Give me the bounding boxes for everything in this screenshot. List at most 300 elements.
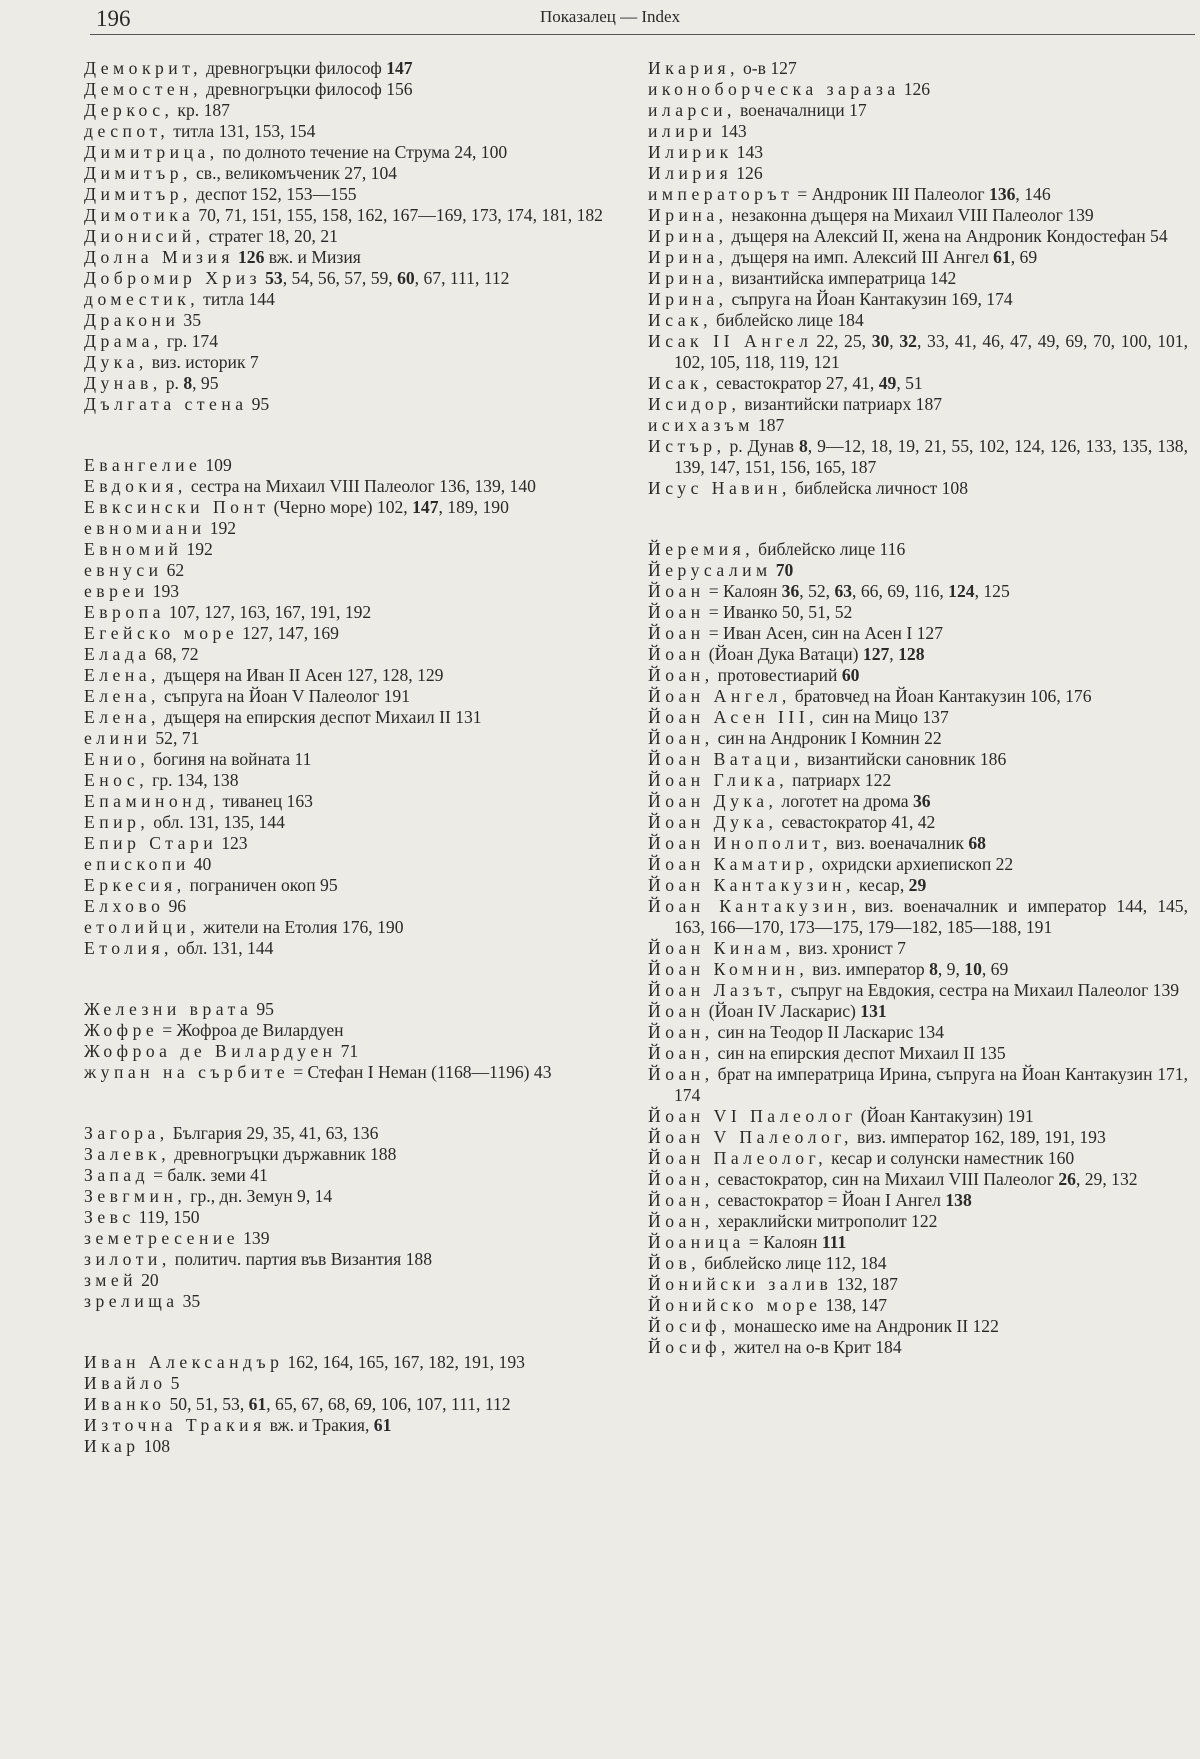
entry-headword: Йерусалим: [648, 560, 772, 580]
entry-text: гр. 134, 138: [152, 770, 239, 790]
bold-page-ref: 61: [373, 1415, 392, 1435]
index-entry: [84, 476, 614, 497]
entry-text: патриарх 122: [792, 770, 892, 790]
entry-text: 20: [141, 1270, 159, 1290]
entry-headword: Епир Стари: [84, 833, 218, 853]
entry-text: 123: [221, 833, 248, 853]
entry-text: дъщеря на имп. Алексий III Ангел 61, 69: [731, 247, 1038, 267]
entry-text: син на епирския деспот Михаил II 135: [717, 1043, 1006, 1063]
entry-text: кр. 187: [177, 100, 230, 120]
letter-group: [84, 999, 614, 1083]
entry-headword: Загора,: [84, 1123, 169, 1143]
bold-page-ref: 147: [412, 497, 439, 517]
entry-headword: Йоан Каматир,: [648, 854, 818, 874]
entry-headword: етолийци,: [84, 917, 200, 937]
entry-text: България 29, 35, 41, 63, 136: [172, 1123, 379, 1143]
index-entry: [84, 707, 614, 728]
bold-page-ref: 70: [775, 560, 794, 580]
entry-headword: Йоан,: [648, 1211, 714, 1231]
entry-text: 187: [757, 415, 785, 435]
entry-headword: Димотика: [84, 205, 195, 225]
letter-group: [84, 455, 614, 959]
entry-text: 143: [720, 121, 747, 141]
index-entry: [648, 247, 1188, 268]
index-entry: [84, 1041, 614, 1062]
entry-headword: Зевгмин,: [84, 1186, 187, 1206]
entry-text: (Йоан Дука Ватаци) 127, 128: [708, 644, 925, 664]
letter-group: [648, 539, 1188, 1358]
entry-headword: Иван Александър: [84, 1352, 284, 1372]
entry-text: дъщеря на Иван II Асен 127, 128, 129: [163, 665, 444, 685]
index-entry: [84, 875, 614, 896]
entry-text: 62: [166, 560, 185, 580]
entry-text: севастократор, син на Михаил VIII Палеолог 26, 29, 132: [717, 1169, 1138, 1189]
index-entry: [84, 665, 614, 686]
entry-text: тиванец 163: [222, 791, 313, 811]
entry-headword: Исак II Ангел: [648, 331, 813, 351]
entry-headword: Йоан Асен III,: [648, 707, 819, 727]
entry-headword: иларси,: [648, 100, 736, 120]
index-entry: [84, 1228, 614, 1249]
entry-text: 68, 72: [154, 644, 199, 664]
entry-headword: Истър,: [648, 436, 726, 456]
running-title: Показалец — Index: [540, 7, 681, 26]
entry-headword: Йоан Дука,: [648, 812, 778, 832]
entry-text: сестра на Михаил VIII Палеолог 136, 139, 140: [190, 476, 536, 496]
index-entry: [648, 79, 1188, 100]
entry-text: = балк. земи 41: [153, 1165, 268, 1185]
entry-headword: Йоан: [648, 581, 705, 601]
index-entry: [648, 142, 1188, 163]
entry-text: виз. хронист 7: [798, 938, 906, 958]
entry-text: 53, 54, 56, 57, 59, 60, 67, 111, 112: [265, 268, 510, 288]
page-header: [90, 4, 1195, 35]
index-entry: [648, 1148, 1188, 1169]
entry-headword: Ирина,: [648, 268, 728, 288]
entry-text: виз. император 162, 189, 191, 193: [856, 1127, 1106, 1147]
entry-text: 162, 164, 165, 167, 182, 191, 193: [287, 1352, 525, 1372]
index-entry: [648, 289, 1188, 310]
index-entry: [648, 394, 1188, 415]
entry-headword: Дракони: [84, 310, 180, 330]
entry-headword: Залевк,: [84, 1144, 171, 1164]
entry-headword: Исус Навин,: [648, 478, 791, 498]
entry-headword: Еркесия,: [84, 875, 186, 895]
index-entry: [648, 268, 1188, 289]
letter-group: [84, 1123, 614, 1312]
bold-page-ref: 61: [993, 247, 1011, 267]
entry-headword: Йоаница: [648, 1232, 745, 1252]
bold-page-ref: 32: [899, 331, 917, 351]
entry-text: титла 131, 153, 154: [173, 121, 316, 141]
entry-headword: Исак,: [648, 310, 712, 330]
entry-text: монашеско име на Андроник II 122: [733, 1316, 999, 1336]
entry-text: охридски архиепископ 22: [821, 854, 1014, 874]
bold-page-ref: 128: [898, 644, 925, 664]
index-entry: [648, 1001, 1188, 1022]
index-entry: [648, 1211, 1188, 1232]
entry-headword: Йоан,: [648, 728, 714, 748]
bold-page-ref: 60: [841, 665, 860, 685]
entry-text: византийска императрица 142: [731, 268, 957, 288]
entry-text: 109: [205, 455, 232, 475]
entry-headword: Евангелие: [84, 455, 202, 475]
bold-page-ref: 36: [781, 581, 800, 601]
entry-text: деспот 152, 153—155: [195, 184, 357, 204]
index-entry: [84, 373, 614, 394]
entry-headword: Иванко: [84, 1394, 166, 1414]
entry-text: военачалници 17: [739, 100, 867, 120]
entry-headword: Йоан V Палеолог,: [648, 1127, 853, 1147]
bold-page-ref: 26: [1058, 1169, 1076, 1189]
index-entry: [648, 833, 1188, 854]
entry-headword: епископи: [84, 854, 190, 874]
index-entry: [84, 1394, 614, 1415]
entry-headword: Демостен,: [84, 79, 203, 99]
bold-page-ref: 126: [238, 247, 265, 267]
entry-text: 52, 71: [155, 728, 200, 748]
entry-text: съпруга на Йоан Кантакузин 169, 174: [731, 289, 1013, 309]
entry-text: брат на императрица Ирина, съпруга на Йоан Кантакузин 171, 174: [674, 1064, 1188, 1105]
entry-text: 138, 147: [825, 1295, 888, 1315]
entry-headword: зилоти,: [84, 1249, 171, 1269]
index-entry: [84, 581, 614, 602]
entry-text: (Черно море) 102, 147, 189, 190: [273, 497, 509, 517]
index-entry: [84, 1144, 614, 1165]
entry-text: св., великомъченик 27, 104: [195, 163, 398, 183]
bold-page-ref: 53: [265, 268, 283, 288]
index-entry: [648, 184, 1188, 205]
entry-text: древногръцки държавник 188: [174, 1144, 397, 1164]
entry-text: виз. историк 7: [151, 352, 259, 372]
entry-headword: Епир,: [84, 812, 150, 832]
entry-text: севастократор 27, 41, 49, 51: [716, 373, 923, 393]
entry-headword: Йеремия,: [648, 539, 755, 559]
entry-text: 95: [251, 394, 270, 414]
index-entry: [84, 100, 614, 121]
entry-headword: императорът: [648, 184, 794, 204]
entry-headword: Йоан,: [648, 1064, 714, 1084]
entry-headword: Йосиф,: [648, 1337, 730, 1357]
index-entry: [84, 833, 614, 854]
entry-text: 35: [183, 310, 201, 330]
entry-text: = Стефан I Неман (1168—1196) 43: [293, 1062, 552, 1082]
bold-page-ref: 30: [871, 331, 890, 351]
entry-text: 108: [143, 1436, 170, 1456]
index-entry: [648, 812, 1188, 833]
entry-headword: Йоан: [648, 602, 705, 622]
entry-headword: Долна Мизия: [84, 247, 234, 267]
entry-text: жител на о-в Крит 184: [733, 1337, 902, 1357]
index-entry: [84, 1165, 614, 1186]
entry-headword: Източна Тракия: [84, 1415, 266, 1435]
entry-headword: Йоан: [648, 623, 705, 643]
entry-headword: Етолия,: [84, 938, 173, 958]
letter-group: [84, 58, 614, 415]
index-entry: [84, 602, 614, 623]
index-entry: [648, 205, 1188, 226]
entry-headword: Елена,: [84, 686, 160, 706]
entry-text: (Йоан IV Ласкарис) 131: [708, 1001, 887, 1021]
entry-headword: Йоан Дука,: [648, 791, 778, 811]
entry-headword: Европа: [84, 602, 165, 622]
index-entry: [84, 770, 614, 791]
entry-text: виз. военачалник 68: [835, 833, 986, 853]
index-entry: [84, 728, 614, 749]
entry-text: р. Дунав 8, 9—12, 18, 19, 21, 55, 102, 124, 126, 133, 135, 138, 139, 147, 151, 156, 165, 187: [674, 436, 1188, 477]
entry-headword: Йов,: [648, 1253, 701, 1273]
index-entry: [648, 1064, 1188, 1106]
entry-text: 119, 150: [138, 1207, 200, 1227]
entry-headword: Йоан Палеолог,: [648, 1148, 828, 1168]
entry-headword: Добромир Хриз: [84, 268, 262, 288]
entry-headword: Йоан Кинам,: [648, 938, 795, 958]
index-entry: [84, 247, 614, 268]
entry-text: дъщеря на епирския деспот Михаил II 131: [163, 707, 482, 727]
entry-text: виз. военачалник и император 144, 145, 163, 166—170, 173—175, 179—182, 185—188, 191: [674, 896, 1189, 937]
entry-headword: Йоан Комнин,: [648, 959, 809, 979]
entry-headword: Дука,: [84, 352, 148, 372]
entry-headword: Зевс: [84, 1207, 135, 1227]
index-entry: [648, 1274, 1188, 1295]
entry-headword: Енио,: [84, 749, 150, 769]
entry-headword: Димитър,: [84, 163, 192, 183]
index-entry: [648, 686, 1188, 707]
entry-text: син на Теодор II Ласкарис 134: [717, 1022, 944, 1042]
entry-headword: Йоан,: [648, 1169, 714, 1189]
entry-headword: Жофре: [84, 1020, 159, 1040]
bold-page-ref: 63: [834, 581, 853, 601]
index-entry: [648, 100, 1188, 121]
bold-page-ref: 49: [878, 373, 897, 393]
index-entry: [648, 163, 1188, 184]
index-entry: [84, 142, 614, 163]
index-entry: [84, 1270, 614, 1291]
entry-headword: Запад: [84, 1165, 150, 1185]
entry-headword: Йоан Ватаци,: [648, 749, 804, 769]
index-entry: [84, 791, 614, 812]
index-entry: [84, 1291, 614, 1312]
index-entry: [648, 1022, 1188, 1043]
entry-text: 126: [736, 163, 763, 183]
bold-page-ref: 61: [248, 1394, 267, 1414]
entry-headword: Елена,: [84, 665, 160, 685]
entry-headword: Елада: [84, 644, 151, 664]
entry-headword: Йоан: [648, 1001, 705, 1021]
index-entry: [648, 770, 1188, 791]
index-entry: [84, 268, 614, 289]
entry-headword: Елена,: [84, 707, 160, 727]
entry-headword: Дионисий,: [84, 226, 205, 246]
index-entry: [648, 665, 1188, 686]
bold-page-ref: 36: [912, 791, 931, 811]
entry-headword: Дунав,: [84, 373, 162, 393]
entry-text: хераклийски митрополит 122: [717, 1211, 938, 1231]
bold-page-ref: 10: [964, 959, 982, 979]
index-entry: [84, 518, 614, 539]
entry-text: 107, 127, 163, 167, 191, 192: [168, 602, 372, 622]
index-entry: [84, 394, 614, 415]
entry-text: гр. 174: [166, 331, 219, 351]
entry-headword: Ирина,: [648, 205, 728, 225]
index-entry: [648, 226, 1188, 247]
index-column-left: [84, 58, 614, 1497]
entry-text: протовестиарий 60: [717, 665, 860, 685]
entry-text: византийски сановник 186: [807, 749, 1007, 769]
entry-text: 50, 51, 53, 61, 65, 67, 68, 69, 106, 107, 111, 112: [169, 1394, 511, 1414]
entry-text: = Иван Асен, син на Асен I 127: [708, 623, 943, 643]
entry-text: 126 вж. и Мизия: [238, 247, 361, 267]
entry-headword: Ирина,: [648, 226, 728, 246]
entry-headword: Йоан,: [648, 1022, 714, 1042]
entry-text: 126: [903, 79, 931, 99]
index-entry: [648, 875, 1188, 896]
entry-text: по долното течение на Струма 24, 100: [222, 142, 508, 162]
entry-text: 143: [736, 142, 764, 162]
entry-headword: деспот,: [84, 121, 170, 141]
bold-page-ref: 127: [862, 644, 890, 664]
index-entry: [84, 1436, 614, 1457]
entry-text: 192: [209, 518, 237, 538]
bold-page-ref: 124: [948, 581, 975, 601]
entry-text: братовчед на Йоан Кантакузин 106, 176: [794, 686, 1092, 706]
index-entry: [648, 644, 1188, 665]
entry-headword: исихазъм: [648, 415, 754, 435]
index-entry: [84, 226, 614, 247]
entry-text: кесар и солунски наместник 160: [831, 1148, 1075, 1168]
entry-text: библейска личност 108: [794, 478, 969, 498]
entry-headword: Йоан Глика,: [648, 770, 789, 790]
index-entry: [84, 1123, 614, 1144]
entry-headword: Елхово: [84, 896, 165, 916]
index-entry: [84, 1352, 614, 1373]
index-entry: [84, 623, 614, 644]
entry-headword: Икария,: [648, 58, 739, 78]
bold-page-ref: 131: [860, 1001, 887, 1021]
entry-headword: Йоан,: [648, 1043, 714, 1063]
entry-headword: евреи: [84, 581, 149, 601]
bold-page-ref: 29: [908, 875, 927, 895]
entry-text: политич. партия във Византия 188: [174, 1249, 433, 1269]
index-entry: [648, 581, 1188, 602]
index-entry: [648, 373, 1188, 394]
page-number: 196: [96, 6, 131, 31]
entry-text: гр., дн. Земун 9, 14: [190, 1186, 333, 1206]
entry-headword: Драма,: [84, 331, 163, 351]
entry-headword: Евксински Понт: [84, 497, 270, 517]
entry-text: незаконна дъщеря на Михаил VIII Палеолог 139: [731, 205, 1094, 225]
bold-page-ref: 68: [968, 833, 986, 853]
entry-text: = Калоян 111: [748, 1232, 847, 1252]
entry-text: стратег 18, 20, 21: [208, 226, 338, 246]
entry-text: кесар, 29: [858, 875, 927, 895]
entry-text: виз. император 8, 9, 10, 69: [812, 959, 1009, 979]
entry-text: 127, 147, 169: [242, 623, 339, 643]
entry-headword: Железни врата: [84, 999, 253, 1019]
entry-headword: Йоан,: [648, 665, 714, 685]
index-entry: [84, 812, 614, 833]
entry-headword: Димитър,: [84, 184, 192, 204]
bold-page-ref: 111: [821, 1232, 847, 1252]
entry-text: жители на Етолия 176, 190: [203, 917, 404, 937]
entry-text: 70, 71, 151, 155, 158, 162, 167—169, 173, 174, 181, 182: [198, 205, 603, 225]
index-entry: [648, 1337, 1188, 1358]
index-entry: [648, 1316, 1188, 1337]
entry-text: 5: [170, 1373, 180, 1393]
entry-text: 132, 187: [836, 1274, 898, 1294]
index-entry: [648, 1295, 1188, 1316]
entry-headword: Исидор,: [648, 394, 741, 414]
index-entry: [84, 121, 614, 142]
entry-text: библейско лице 112, 184: [704, 1253, 887, 1273]
entry-headword: зрелища: [84, 1291, 179, 1311]
entry-text: дъщеря на Алексий II, жена на Андроник Кондостефан 54: [731, 226, 1168, 246]
index-entry: [84, 289, 614, 310]
index-entry: [648, 1190, 1188, 1211]
entry-headword: Йоан Лазът,: [648, 980, 787, 1000]
entry-text: = Калоян 36, 52, 63, 66, 69, 116, 124, 125: [708, 581, 1010, 601]
entry-headword: Жофроа де Вилардуен: [84, 1041, 337, 1061]
entry-text: пограничен окоп 95: [189, 875, 338, 895]
index-entry: [648, 980, 1188, 1001]
index-entry: [648, 959, 1188, 980]
entry-headword: Исак,: [648, 373, 712, 393]
entry-headword: Енос,: [84, 770, 149, 790]
index-entry: [648, 331, 1188, 373]
entry-text: древногръцки философ 147: [205, 58, 413, 78]
entry-text: богиня на войната 11: [153, 749, 312, 769]
index-entry: [84, 854, 614, 875]
index-entry: [648, 602, 1188, 623]
bold-page-ref: 8: [798, 436, 808, 456]
letter-group: [648, 58, 1188, 499]
index-entry: [84, 938, 614, 959]
bold-page-ref: 136: [989, 184, 1016, 204]
entry-text: съпруга на Йоан V Палеолог 191: [163, 686, 411, 706]
index-entry: [84, 644, 614, 665]
index-column-right: [648, 58, 1188, 1398]
entry-headword: земетресение: [84, 1228, 240, 1248]
entry-text: библейско лице 116: [758, 539, 906, 559]
entry-headword: Дългата стена: [84, 394, 248, 414]
entry-headword: Евномий: [84, 539, 183, 559]
entry-text: о-в 127: [743, 58, 797, 78]
index-entry: [84, 1207, 614, 1228]
entry-text: [776, 560, 794, 580]
entry-text: вж. и Тракия, 61: [269, 1415, 392, 1435]
entry-text: севастократор = Йоан I Ангел 138: [717, 1190, 972, 1210]
index-entry: [648, 938, 1188, 959]
entry-text: р. 8, 95: [165, 373, 219, 393]
entry-headword: Епаминонд,: [84, 791, 219, 811]
index-entry: [84, 184, 614, 205]
index-entry: [648, 1253, 1188, 1274]
index-entry: [648, 1232, 1188, 1253]
entry-headword: змей: [84, 1270, 138, 1290]
entry-headword: Йоан,: [648, 1190, 714, 1210]
index-entry: [84, 999, 614, 1020]
index-entry: [648, 539, 1188, 560]
index-entry: [84, 1415, 614, 1436]
entry-headword: Илирия: [648, 163, 733, 183]
entry-headword: жупан на сърбите: [84, 1062, 290, 1082]
index-entry: [648, 1169, 1188, 1190]
index-entry: [84, 1020, 614, 1041]
entry-headword: Йонийски залив: [648, 1274, 833, 1294]
entry-text: библейско лице 184: [716, 310, 864, 330]
entry-headword: Йоан: [648, 644, 705, 664]
entry-text: обл. 131, 144: [176, 938, 274, 958]
